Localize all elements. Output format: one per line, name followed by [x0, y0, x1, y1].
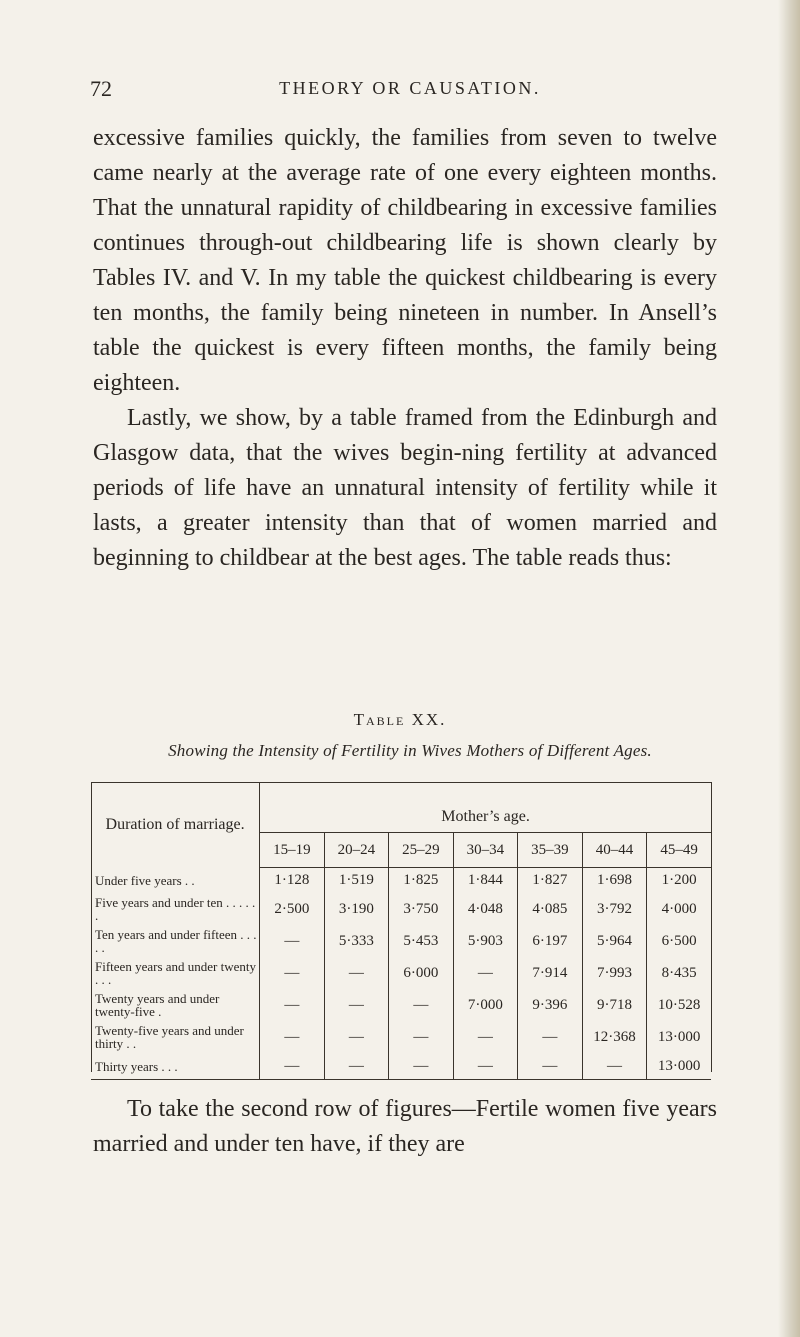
table-cell: —: [260, 957, 325, 989]
table-cell: —: [518, 1053, 583, 1080]
following-text: [93, 1092, 717, 1162]
row-label: Under five years . .: [95, 872, 195, 888]
table-cell: —: [453, 957, 518, 989]
table-row: [91, 868, 711, 894]
table-cell: 8·435: [647, 957, 711, 989]
table-cell: 4·000: [647, 893, 711, 925]
table-cell: 1·825: [389, 868, 454, 894]
table-cell: —: [260, 925, 325, 957]
mother-age-header: Mother’s age.: [260, 782, 711, 833]
row-label: Fifteen years and under twenty . . .: [95, 959, 257, 987]
paragraph-1: excessive families quickly, the families from seven to twelve came nearly at the average rate of one every eighteen months. That the unnatural rapidity of childbearing in excessive families continues through-out childbearing life is shown clearly by Tables IV. and V. In my table the quickest childbearing is every ten months, the family being nineteen in number. In Ansell’s table the quickest is every fifteen months, the family being eighteen.: [93, 125, 717, 396]
page-edge-shadow: [778, 0, 800, 1337]
table-cell: —: [324, 957, 389, 989]
table-cell: —: [582, 1053, 647, 1080]
table-row: [91, 957, 711, 989]
table-row: [91, 1021, 711, 1053]
age-group-header: 15–19: [260, 833, 325, 868]
row-label: Ten years and under fifteen . . . . .: [95, 927, 257, 955]
table-cell: —: [389, 1021, 454, 1053]
table-cell: 10·528: [647, 989, 711, 1021]
table-cell: 9·718: [582, 989, 647, 1021]
age-group-header: 40–44: [582, 833, 647, 868]
table-cell: —: [324, 1053, 389, 1080]
table-title: Table XX.: [353, 710, 447, 729]
paragraph-2: Lastly, we show, by a table framed from the Edinburgh and Glasgow data, that the wives begin-ning fertility at advanced periods of life have an unnatural intensity of fertility while it lasts, a greater intensity than that of women married and beginning to childbear at the best ages. The table reads thus:: [93, 405, 717, 571]
table-cell: —: [260, 989, 325, 1021]
table-cell: 7·914: [518, 957, 583, 989]
table-cell: 7·000: [453, 989, 518, 1021]
paragraph-3: To take the second row of figures—Fertile women five years married and under ten have, if they are: [93, 1096, 717, 1157]
table-cell: 13·000: [647, 1021, 711, 1053]
table-cell: 5·903: [453, 925, 518, 957]
table-cell: 4·085: [518, 893, 583, 925]
body-text: [93, 121, 717, 576]
table-cell: 6·000: [389, 957, 454, 989]
table-cell: 1·128: [260, 868, 325, 894]
table-cell: 3·750: [389, 893, 454, 925]
table-cell: 3·792: [582, 893, 647, 925]
page-header: [90, 76, 730, 106]
table-cell: 5·964: [582, 925, 647, 957]
table-cell: —: [260, 1053, 325, 1080]
table-row: [91, 893, 711, 925]
table-cell: 4·048: [453, 893, 518, 925]
table-cell: 1·519: [324, 868, 389, 894]
table-cell: 1·698: [582, 868, 647, 894]
age-group-header: 30–34: [453, 833, 518, 868]
age-group-header: 45–49: [647, 833, 711, 868]
table-cell: —: [324, 989, 389, 1021]
table-cell: 6·500: [647, 925, 711, 957]
table-cell: 1·827: [518, 868, 583, 894]
table-row: [91, 989, 711, 1021]
table-row: [91, 925, 711, 957]
duration-header: Duration of marriage.: [105, 815, 245, 833]
table-cell: —: [389, 1053, 454, 1080]
table-cell: —: [453, 1053, 518, 1080]
table-cell: 1·200: [647, 868, 711, 894]
table-cell: 2·500: [260, 893, 325, 925]
table-cell: 12·368: [582, 1021, 647, 1053]
row-label: Twenty-five years and under thirty . .: [95, 1023, 244, 1051]
table-cell: 9·396: [518, 989, 583, 1021]
table-cell: 6·197: [518, 925, 583, 957]
table-cell: —: [453, 1021, 518, 1053]
table-row: [91, 1053, 711, 1080]
table-cell: 5·453: [389, 925, 454, 957]
table-cell: 1·844: [453, 868, 518, 894]
table-cell: —: [260, 1021, 325, 1053]
row-label: Thirty years . . .: [91, 1053, 260, 1080]
age-group-header: 25–29: [389, 833, 454, 868]
age-group-header: 35–39: [518, 833, 583, 868]
row-label: Five years and under ten . . . . . .: [95, 895, 256, 923]
table-frame-right: [711, 782, 712, 1072]
fertility-table: [91, 782, 711, 1080]
table-cell: —: [389, 989, 454, 1021]
table-cell: 3·190: [324, 893, 389, 925]
table-cell: —: [518, 1021, 583, 1053]
table-cell: 13·000: [647, 1053, 711, 1080]
table-cell: 5·333: [324, 925, 389, 957]
running-head: THEORY OR CAUSATION.: [279, 78, 541, 98]
table-cell: —: [324, 1021, 389, 1053]
age-group-header: 20–24: [324, 833, 389, 868]
table-caption: Showing the Intensity of Fertility in Wives Mothers of Different Ages.: [168, 741, 652, 760]
page-number: 72: [90, 76, 112, 101]
table-cell: 7·993: [582, 957, 647, 989]
row-label: Twenty years and under twenty-five .: [95, 991, 220, 1019]
